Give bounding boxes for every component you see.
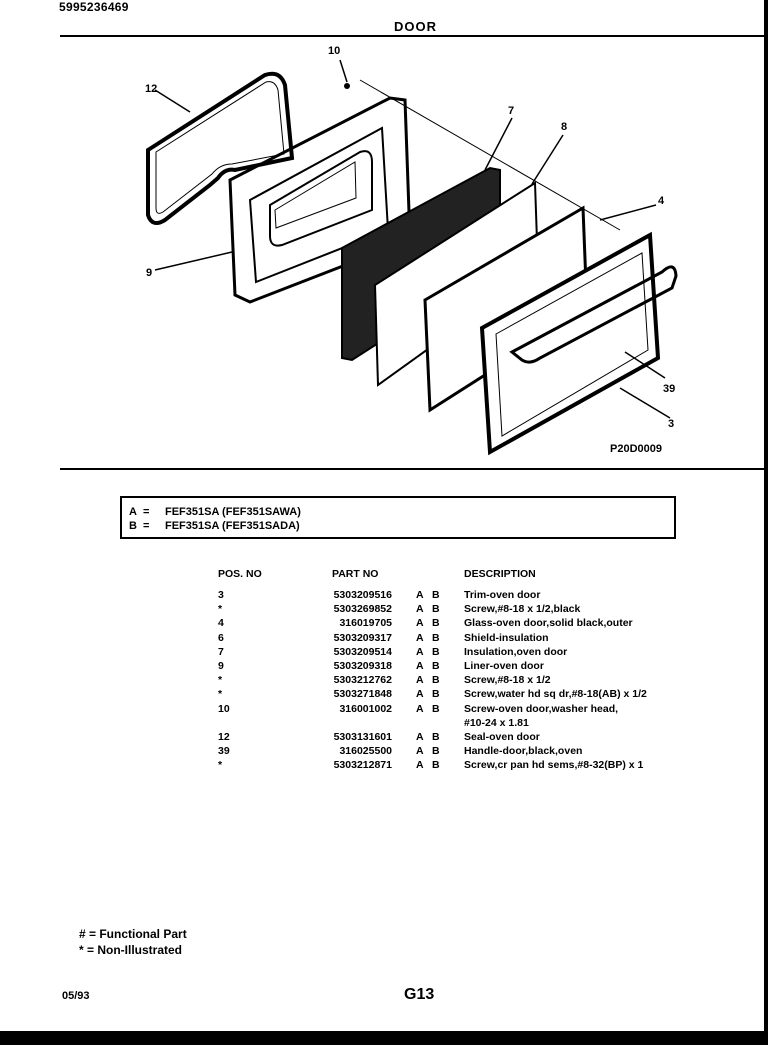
model-equals: = [143,520,150,532]
callout-12: 12 [145,83,158,95]
row-model-b: B [432,631,440,644]
table-row [0,745,768,759]
row-description: Screw-oven door,washer head, [464,702,619,715]
model-name: FEF351SA (FEF351SAWA) [165,506,301,518]
row-model-a: A [416,688,424,701]
row-description: Screw,#8-18 x 1/2 [464,674,551,687]
title-divider [60,35,768,37]
row-model-b: B [432,702,440,715]
parts-table [0,589,768,773]
table-row [0,759,768,773]
scan-edge-bottom [0,1031,768,1045]
row-model-b: B [432,730,440,743]
table-row [0,617,768,631]
row-part-number: 5303212762 [333,674,392,687]
table-row [0,717,768,731]
column-header-description: DESCRIPTION [464,568,536,580]
row-model-a: A [416,730,424,743]
row-description: Shield-insulation [464,631,549,644]
table-row [0,603,768,617]
row-model-b: B [432,688,440,701]
table-row [0,646,768,660]
row-pos: * [218,759,223,772]
callout-9: 9 [146,267,153,279]
row-model-a: A [416,617,424,630]
document-id: 5995236469 [59,0,129,14]
scan-edge-right [764,0,768,1045]
row-description: Seal-oven door [464,730,540,743]
row-description: Screw,#8-18 x 1/2,black [464,603,581,616]
model-line [129,520,300,532]
seal-gasket-part [148,74,292,223]
row-part-number: 316025500 [339,745,392,758]
row-description: Glass-oven door,solid black,outer [464,617,633,630]
page-title: DOOR [394,19,437,34]
model-key: A [129,506,137,518]
table-row [0,589,768,603]
row-model-a: A [416,631,424,644]
row-model-a: A [416,745,424,758]
row-model-b: B [432,659,440,672]
row-description: Liner-oven door [464,659,544,672]
row-part-number: 5303209317 [333,631,392,644]
callout-4: 4 [658,195,665,207]
table-row [0,703,768,717]
page-number: G13 [404,986,435,1003]
column-header-pos: POS. NO [218,568,262,580]
row-description: Trim-oven door [464,589,541,601]
callout-39: 39 [663,383,676,395]
row-description: #10-24 x 1.81 [464,716,529,729]
row-model-a: A [416,702,424,715]
model-name: FEF351SA (FEF351SADA) [165,520,300,532]
row-part-number: 5303131601 [333,730,392,743]
row-model-a: A [416,645,424,658]
row-model-a: A [416,759,424,772]
model-line [129,506,301,518]
row-model-b: B [432,603,440,616]
row-pos: 9 [218,659,224,672]
row-pos: 39 [218,745,230,758]
model-equals: = [143,506,150,518]
row-model-b: B [432,617,440,630]
exploded-door-diagram [60,40,720,460]
callout-10: 10 [328,45,341,57]
row-part-number: 5303209514 [333,645,392,658]
row-model-b: B [432,759,440,772]
row-description: Insulation,oven door [464,645,568,658]
footer-date: 05/93 [62,990,90,1002]
row-pos: * [218,603,223,616]
row-model-b: B [432,745,440,758]
legend-non-illustrated: * = Non-Illustrated [79,943,183,957]
row-model-b: B [432,674,440,687]
table-row [0,660,768,674]
row-description: Screw,water hd sq dr,#8-18(AB) x 1/2 [464,688,647,701]
row-pos: 10 [218,702,230,715]
row-model-b: B [432,645,440,658]
row-part-number: 5303209516 [333,589,392,601]
row-description: Handle-door,black,oven [464,745,583,758]
table-row [0,674,768,688]
legend-functional: # = Functional Part [79,927,187,941]
row-pos: 12 [218,730,230,743]
column-header-part: PART NO [332,568,379,580]
row-model-a: A [416,659,424,672]
row-part-number: 5303269852 [333,603,392,616]
row-pos: 6 [218,631,224,644]
row-description: Screw,cr pan hd sems,#8-32(BP) x 1 [464,759,644,772]
row-part-number: 5303212871 [333,759,392,772]
row-pos: 3 [218,589,224,601]
liner-window [270,151,372,245]
diagram-divider [60,468,768,470]
row-part-number: 5303271848 [333,688,392,701]
legend [79,926,187,958]
table-row [0,688,768,702]
model-key: B [129,520,137,532]
table-row [0,632,768,646]
callout-3: 3 [668,418,675,430]
model-key-box [120,496,676,539]
seal-gasket-inner [156,82,284,214]
callout-7: 7 [508,105,515,117]
row-model-a: A [416,674,424,687]
row-pos: 4 [218,617,224,630]
row-pos: * [218,688,223,701]
table-row [0,731,768,745]
row-model-a: A [416,589,424,601]
drawing-number: P20D0009 [610,443,662,455]
row-part-number: 5303209318 [333,659,392,672]
row-model-a: A [416,603,424,616]
row-pos: 7 [218,645,224,658]
row-model-b: B [432,589,440,601]
row-pos: * [218,674,223,687]
row-part-number: 316001002 [339,702,392,715]
callout-8: 8 [561,121,568,133]
row-part-number: 316019705 [339,617,392,630]
